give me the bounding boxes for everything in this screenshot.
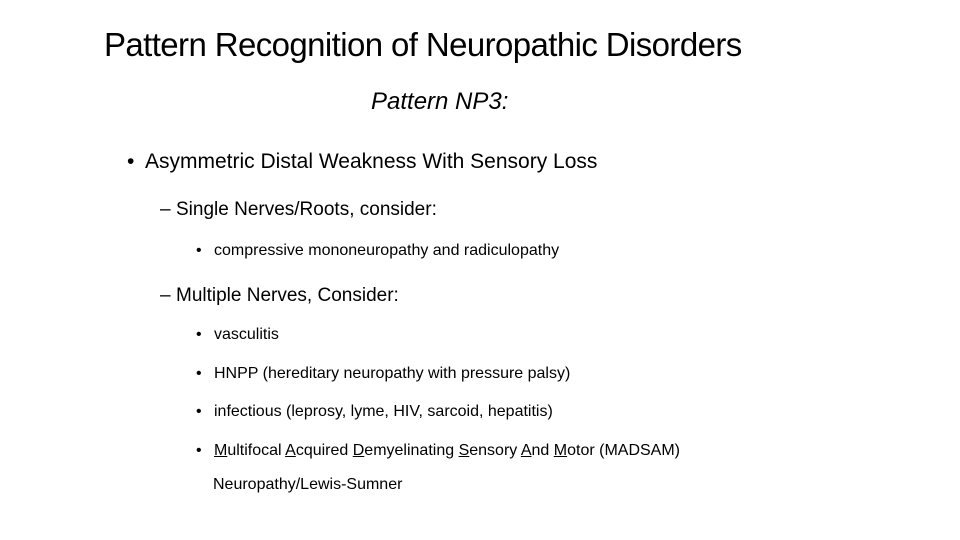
list-item: • infectious (leprosy, lyme, HIV, sarcoid, hepatitis) xyxy=(196,403,553,420)
main-bullet: • Asymmetric Distal Weakness With Sensory Loss xyxy=(127,150,598,173)
madsam-continuation: Neuropathy/Lewis-Sumner xyxy=(213,476,403,493)
dash-icon: – xyxy=(160,199,171,220)
bullet-icon: • xyxy=(127,150,135,173)
bullet-icon: • xyxy=(196,242,202,259)
list-item: • vasculitis xyxy=(196,326,279,343)
list-item: • HNPP (hereditary neuropathy with pressure palsy) xyxy=(196,365,571,382)
bullet-icon: • xyxy=(196,326,202,343)
slide-subtitle: Pattern NP3: xyxy=(371,88,509,115)
slide-title: Pattern Recognition of Neuropathic Disorders xyxy=(104,26,742,63)
bullet-icon: • xyxy=(196,442,202,459)
list-item: • compressive mononeuropathy and radiculopathy xyxy=(196,242,560,259)
group-heading-multiple: – Multiple Nerves, Consider: xyxy=(160,285,399,306)
group-heading-single: – Single Nerves/Roots, consider: xyxy=(160,199,437,220)
bullet-icon: • xyxy=(196,365,202,382)
list-item-madsam: • Multifocal Acquired Demyelinating Sensory And Motor (MADSAM) xyxy=(196,442,680,459)
bullet-icon: • xyxy=(196,403,202,420)
dash-icon: – xyxy=(160,285,171,306)
